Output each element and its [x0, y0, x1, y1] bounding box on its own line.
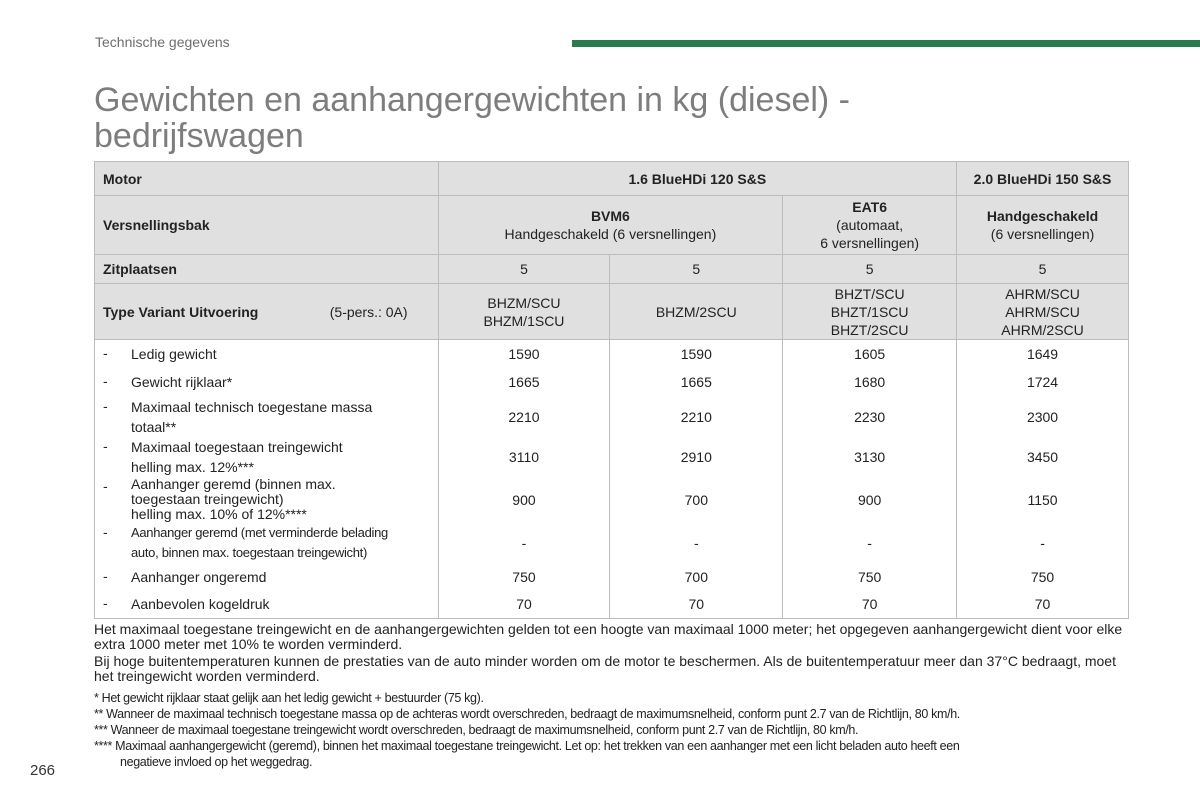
row-value: 1605 — [783, 340, 957, 368]
seats-value: 5 — [438, 255, 610, 284]
manual-gearbox-sub: (6 versnellingen) — [990, 226, 1095, 242]
gearbox-label: Versnellingsbak — [95, 196, 439, 255]
type-code: BHZT/1SCU — [830, 303, 909, 320]
type-cell — [610, 284, 783, 340]
weights-table — [94, 161, 1129, 619]
footnotes — [94, 690, 1154, 770]
type-label: Type Variant Uitvoering — [103, 303, 259, 320]
type-code: AHRM/2SCU — [1001, 321, 1084, 338]
type-code: BHZT/2SCU — [830, 321, 909, 338]
eat6-title: EAT6 — [852, 199, 888, 215]
row-value: 1680 — [783, 368, 957, 397]
row-value: 700 — [610, 563, 783, 591]
row-label-line: auto, binnen max. toegestaan treingewicht) — [131, 544, 368, 560]
seats-row — [95, 255, 1129, 284]
page-number: 266 — [30, 762, 56, 779]
row-value: 1150 — [957, 477, 1129, 523]
row-value: 700 — [610, 477, 783, 523]
row-label — [95, 340, 439, 368]
bvm6-title: BVM6 — [590, 208, 630, 224]
row-value: 2210 — [610, 397, 783, 437]
eat6-sub-2: 6 versnellingen) — [820, 235, 920, 251]
seats-value: 5 — [957, 255, 1129, 284]
row-label-line: Ledig gewicht — [131, 345, 217, 362]
row-label-line: helling max. 12%*** — [131, 458, 254, 475]
row-value: 1665 — [610, 368, 783, 397]
type-code: AHRM/SCU — [1005, 303, 1080, 320]
notes — [94, 622, 1134, 684]
row-value: 750 — [783, 563, 957, 591]
row-value: 70 — [610, 591, 783, 619]
table-row — [95, 563, 1129, 591]
row-dash: - — [103, 523, 108, 540]
row-label-line: Maximaal toegestaan treingewicht — [131, 438, 343, 455]
row-label — [95, 437, 439, 477]
type-cell — [438, 284, 610, 340]
row-value: 2210 — [438, 397, 610, 437]
seats-value: 5 — [610, 255, 783, 284]
type-code: BHZT/SCU — [834, 285, 905, 302]
table-row — [95, 397, 1129, 437]
row-value: 3130 — [783, 437, 957, 477]
row-dash: - — [103, 595, 108, 612]
table-row — [95, 523, 1129, 563]
table-row — [95, 591, 1129, 619]
footnote-1: * Het gewicht rijklaar staat gelijk aan het ledig gewicht + bestuurder (75 kg). — [94, 691, 484, 705]
table-row — [95, 368, 1129, 397]
footnote-2: ** Wanneer de maximaal technisch toegestane massa op de achteras wordt overschreden, bedraagt de maximumsnelheid, conform punt 2.7 van de Richtlijn, 80 km/h. — [94, 707, 960, 721]
row-label-line: Aanhanger geremd (binnen max. — [131, 476, 336, 492]
footnote-4-continued: negatieve invloed op het weggedrag. — [120, 755, 313, 769]
engine-1-header: 1.6 BlueHDi 120 S&S — [438, 162, 957, 196]
page-title — [94, 82, 994, 154]
row-value: 3110 — [438, 437, 610, 477]
row-value: - — [610, 523, 783, 563]
eat6-sub-1: (automaat, — [836, 217, 904, 233]
row-value: 3450 — [957, 437, 1129, 477]
type-code: BHZM/2SCU — [655, 303, 737, 320]
row-label-line: totaal** — [131, 418, 177, 435]
row-value: 70 — [957, 591, 1129, 619]
row-dash: - — [103, 344, 108, 361]
type-code: AHRM/SCU — [1005, 285, 1080, 302]
row-label — [95, 477, 439, 523]
page-title-line-2: bedrijfswagen — [94, 117, 304, 155]
row-label-line: Aanbevolen kogeldruk — [131, 596, 270, 613]
row-label — [95, 368, 439, 397]
page-title-line-1: Gewichten en aanhangergewichten in kg (diesel) - — [94, 81, 851, 119]
row-label-line: Aanhanger geremd (met verminderde belading — [131, 524, 388, 540]
note-temperature: Bij hoge buitentemperaturen kunnen de prestaties van de auto minder worden om de motor te beschermen. Als de buitentemperatuur meer dan 37°C bedraagt, moet het treingewicht worden verminderd. — [94, 653, 1116, 684]
row-label-line: toegestaan treingewicht) — [131, 491, 284, 507]
seats-value: 5 — [783, 255, 957, 284]
row-dash: - — [103, 437, 108, 454]
type-label-cell — [95, 284, 439, 340]
row-value: 2910 — [610, 437, 783, 477]
row-label-line: Maximaal technisch toegestane massa — [131, 398, 373, 415]
footnote-4: **** Maximaal aanhangergewicht (geremd), binnen het maximaal toegestane treingewicht. Let op: het trekken van een aanhanger met een licht beladen auto heeft een — [94, 739, 960, 753]
type-code: BHZM/SCU — [487, 294, 561, 311]
row-value: - — [438, 523, 610, 563]
manual-gearbox-title: Handgeschakeld — [986, 208, 1099, 224]
seats-label: Zitplaatsen — [95, 255, 439, 284]
type-cell — [957, 284, 1129, 340]
row-label — [95, 397, 439, 437]
motor-label: Motor — [95, 162, 439, 196]
type-cell — [783, 284, 957, 340]
section-label: Technische gegevens — [95, 34, 230, 50]
table-row — [95, 340, 1129, 368]
gearbox-row — [95, 196, 1129, 255]
type-note: (5-pers.: 0A) — [329, 303, 408, 320]
eat6-cell — [783, 196, 957, 255]
row-dash: - — [103, 567, 108, 584]
row-value: 70 — [783, 591, 957, 619]
row-value: 2230 — [783, 397, 957, 437]
engine-2-header: 2.0 BlueHDi 150 S&S — [957, 162, 1129, 196]
bvm6-sub: Handgeschakeld (6 versnellingen) — [504, 226, 717, 242]
row-label — [95, 523, 439, 563]
row-value: 750 — [957, 563, 1129, 591]
row-value: - — [957, 523, 1129, 563]
row-value: 900 — [783, 477, 957, 523]
type-code: BHZM/1SCU — [483, 312, 565, 329]
row-value: 1590 — [438, 340, 610, 368]
row-value: 2300 — [957, 397, 1129, 437]
row-value: - — [783, 523, 957, 563]
row-value: 900 — [438, 477, 610, 523]
footnote-3: *** Wanneer de maximaal toegestane treingewicht wordt overschreden, bedraagt de maximumsnelheid, conform punt 2.7 van de Richtlijn, 80 km/h. — [94, 723, 859, 737]
header-accent-bar — [572, 40, 1200, 47]
row-value: 1665 — [438, 368, 610, 397]
bvm6-cell — [438, 196, 783, 255]
motor-row — [95, 162, 1129, 196]
type-row — [95, 284, 1129, 340]
note-altitude: Het maximaal toegestane treingewicht en de aanhangergewichten gelden tot een hoogte van maximaal 1000 meter; het opgegeven aanhangergewicht dient voor elke extra 1000 meter met 10% te worden verminderd. — [94, 621, 1123, 652]
row-dash: - — [103, 478, 108, 494]
row-label-line: helling max. 10% of 12%**** — [131, 506, 307, 522]
row-value: 1649 — [957, 340, 1129, 368]
row-label — [95, 563, 439, 591]
row-value: 750 — [438, 563, 610, 591]
row-label-line: Aanhanger ongeremd — [131, 568, 267, 585]
row-label — [95, 591, 439, 619]
row-dash: - — [103, 373, 108, 389]
row-label-line: Gewicht rijklaar* — [131, 374, 233, 390]
row-value: 70 — [438, 591, 610, 619]
row-value: 1590 — [610, 340, 783, 368]
row-dash: - — [103, 397, 108, 414]
table-row — [95, 477, 1129, 523]
table-row — [95, 437, 1129, 477]
manual-gearbox-cell — [957, 196, 1129, 255]
row-value: 1724 — [957, 368, 1129, 397]
